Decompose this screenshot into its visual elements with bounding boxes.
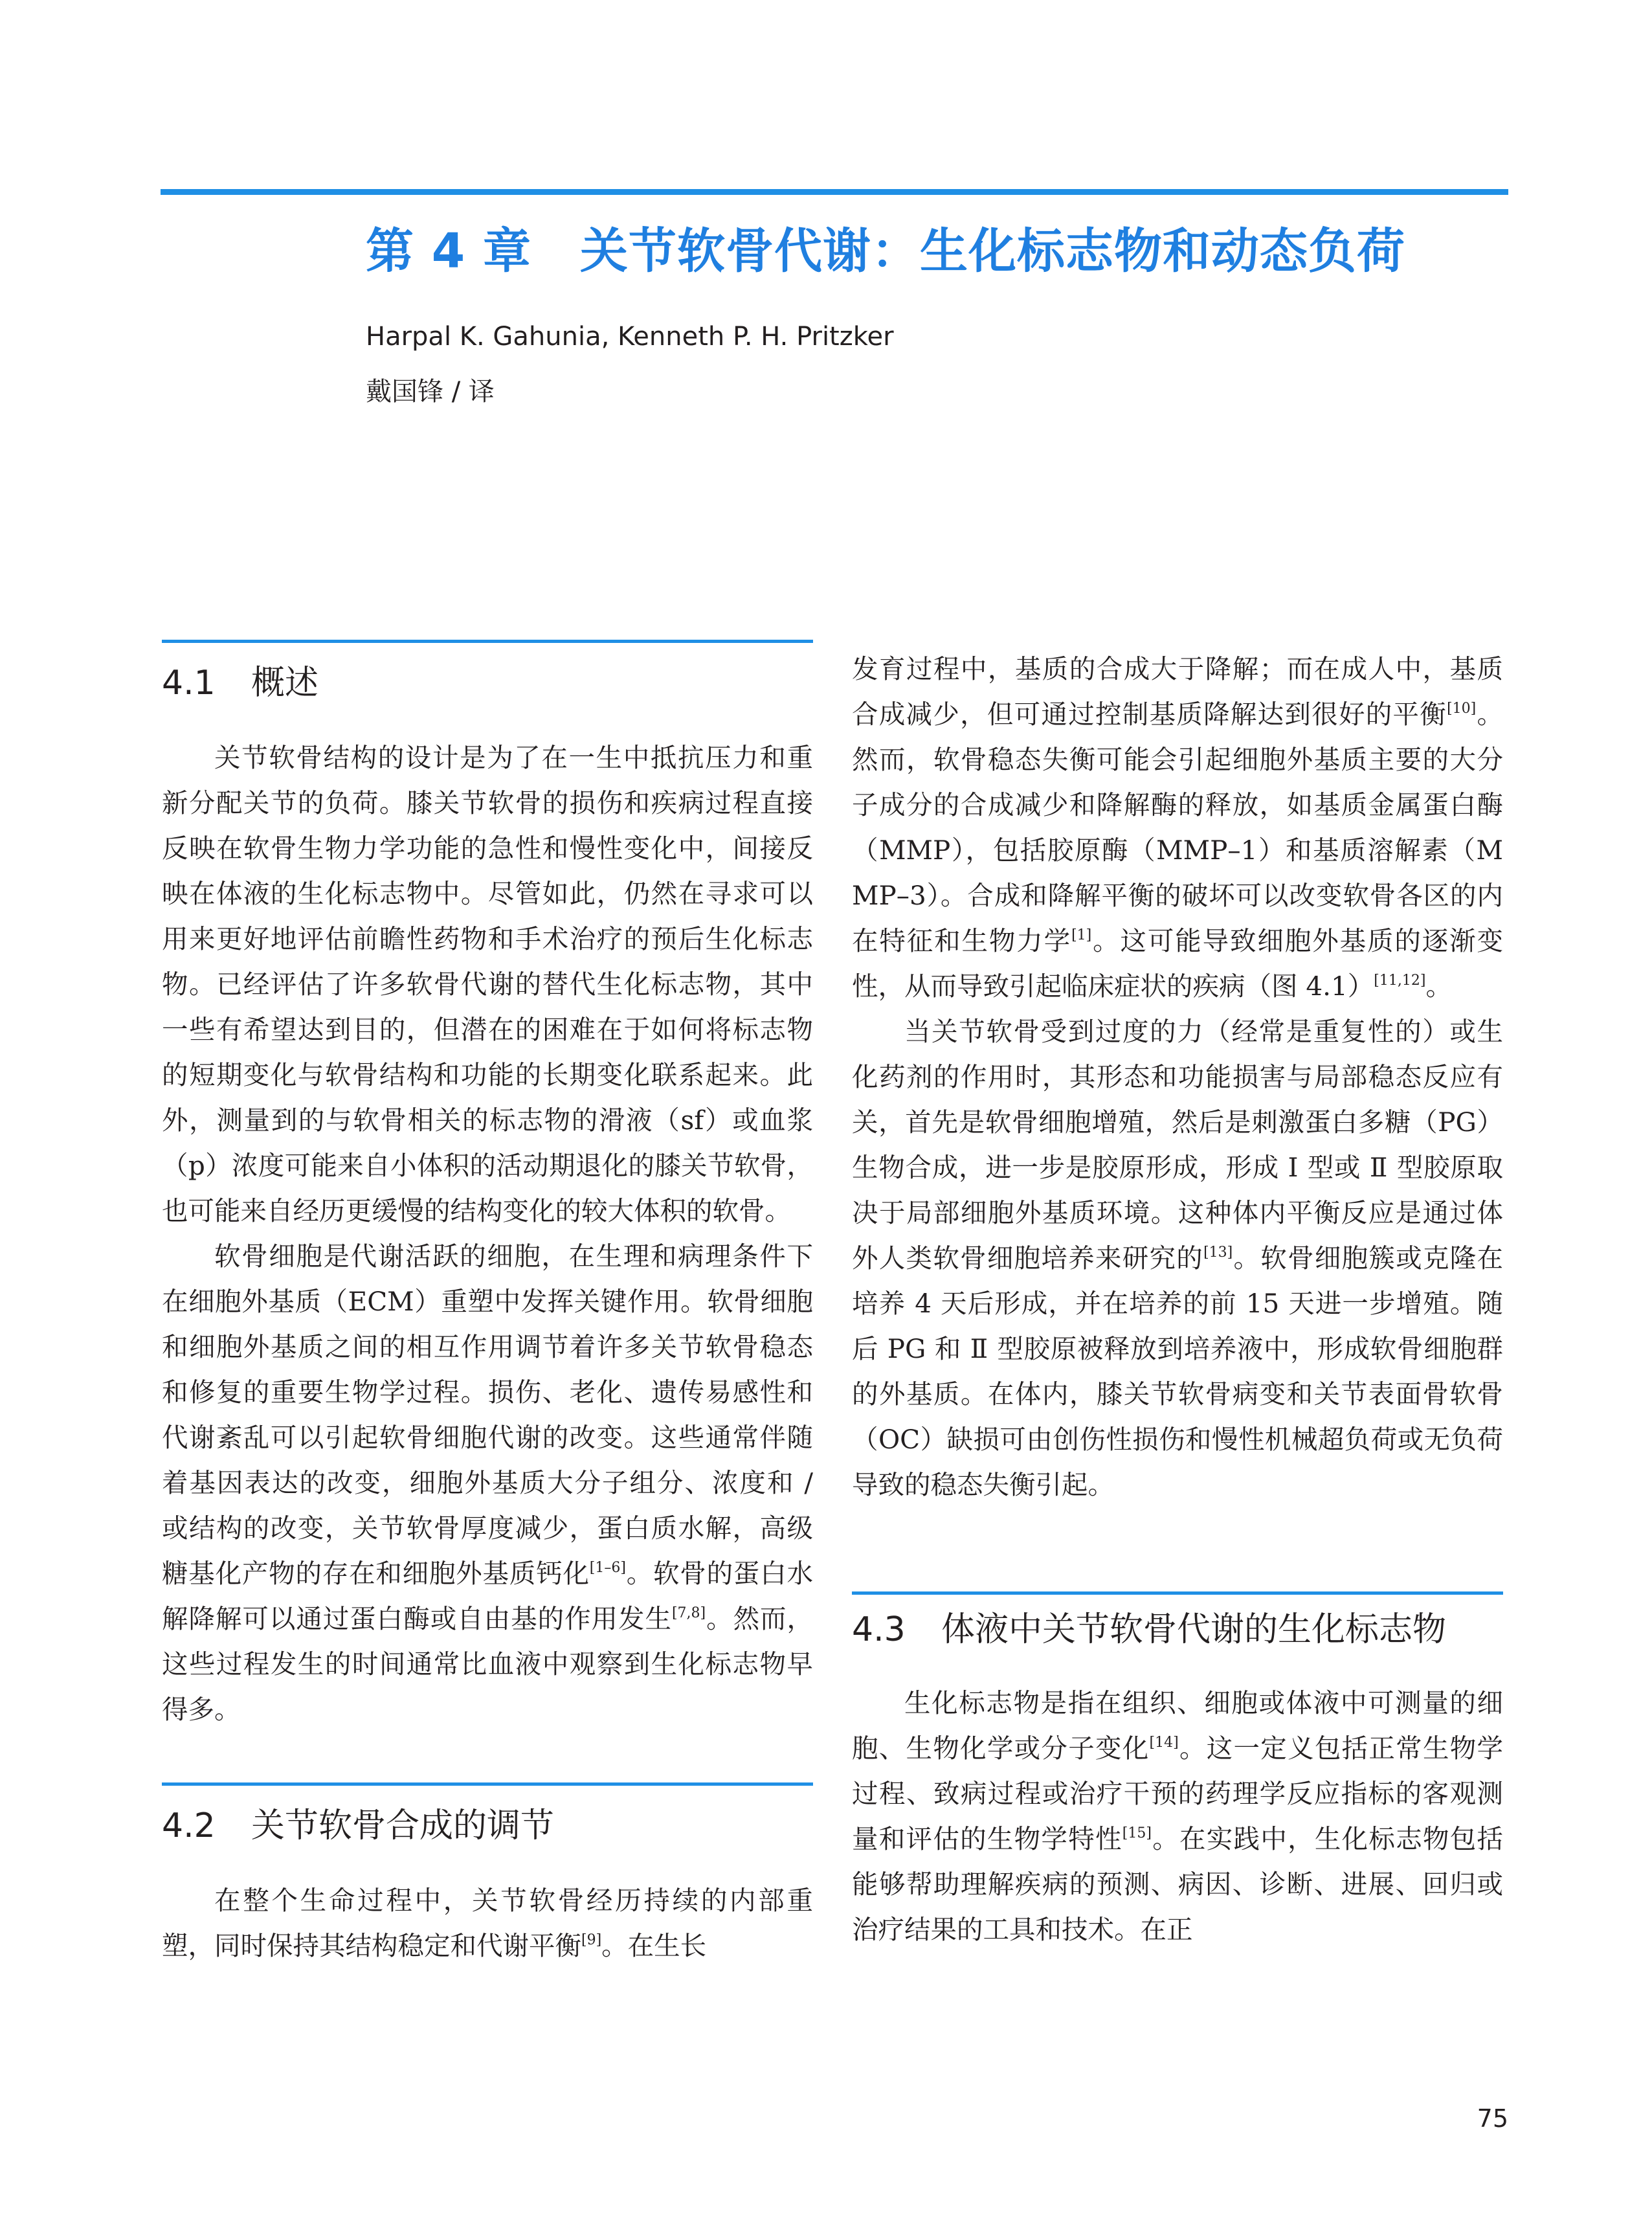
paragraph: 关节软骨结构的设计是为了在一生中抵抗压力和重新分配关节的负荷。膝关节软骨的损伤和疾病过程直接反映在软骨生物力学功能的急性和慢性变化中，间接反映在体液的生化标志物中。尽管如此，仍然在寻求可以用来更好地评估前瞻性药物和手术治疗的预后生化标志物。已经评估了许多软骨代谢的替代生化标志物，其中一些有希望达到目的，但潜在的困难在于如何将标志物的短期变化与软骨结构和功能的长期变化联系起来。此外，测量到的与软骨相关的标志物的滑液（sf）或血浆（p）浓度可能来自小体积的活动期退化的膝关节软骨，也可能来自经历更缓慢的结构变化的较大体积的软骨。: [162, 742, 813, 1226]
section-4-3-heading: [852, 1604, 1503, 1656]
section-4-3-rule: [852, 1591, 1503, 1595]
right-column: [852, 646, 1503, 1952]
paragraph: 软骨细胞是代谢活跃的细胞，在生理和病理条件下在细胞外基质（ECM）重塑中发挥关键作用。软骨细胞和细胞外基质之间的相互作用调节着许多关节软骨稳态和修复的重要生物学过程。损伤、老化、遗传易感性和代谢紊乱可以引起软骨细胞代谢的改变。这些通常伴随着基因表达的改变，细胞外基质大分子组分、浓度和 / 或结构的改变，关节软骨厚度减少，蛋白质水解，高级糖基化产物的存在和细胞外基质钙化[1–6]。软骨的蛋白水解降解可以通过蛋白酶或自由基的作用发生[7,8]。然而，这些过程发生的时间通常比血液中观察到生化标志物早得多。: [162, 1241, 814, 1725]
paragraph: 在整个生命过程中，关节软骨经历持续的内部重塑，同时保持其结构稳定和代谢平衡[9]。在生长: [162, 1885, 813, 1961]
section-title: 体液中关节软骨代谢的生化标志物: [941, 1610, 1447, 1649]
citation: [11,12]: [1374, 972, 1426, 989]
citation: [13]: [1203, 1244, 1233, 1261]
chapter-title: 第 4 章 关节软骨代谢：生化标志物和动态负荷: [366, 223, 1406, 279]
left-column: [162, 640, 813, 1968]
section-number: 4.2: [162, 1806, 216, 1845]
paragraph: 当关节软骨受到过度的力（经常是重复性的）或生化药剂的作用时，其形态和功能损害与局部稳态反应有关，首先是软骨细胞增殖，然后是刺激蛋白多糖（PG）生物合成，进一步是胶原形成，形成 Ⅰ 型或 Ⅱ 型胶原取决于局部细胞外基质环境。这种体内平衡反应是通过体外人类软骨细胞培养来研究的[13]。软骨细胞簇或克隆在培养 4 天后形成，并在培养的前 15 天进一步增殖。随后 PG 和 Ⅱ 型胶原被释放到培养液中，形成软骨细胞群的外基质。在体内，膝关节软骨病变和关节表面骨软骨（OC）缺损可由创伤性损伤和慢性机械超负荷或无负荷导致的稳态失衡引起。: [852, 1016, 1504, 1500]
citation: [1]: [1071, 927, 1092, 943]
section-4-2-heading: [162, 1800, 813, 1852]
citation: [9]: [581, 1932, 602, 1948]
citation: [15]: [1122, 1825, 1152, 1841]
chapter-top-rule: [161, 189, 1508, 195]
section-4-2-rule: [162, 1782, 813, 1786]
section-title: 关节软骨合成的调节: [251, 1806, 555, 1845]
citation: [7,8]: [671, 1605, 706, 1621]
citation: [10]: [1447, 701, 1477, 717]
paragraph-continued: 发育过程中，基质的合成大于降解；而在成人中，基质合成减少，但可通过控制基质降解达到很好的平衡[10]。然而，软骨稳态失衡可能会引起细胞外基质主要的大分子成分的合成减少和降解酶的释放，如基质金属蛋白酶（MMP），包括胶原酶（MMP–1）和基质溶解素（MMP–3）。合成和降解平衡的破坏可以改变软骨各区的内在特征和生物力学[1]。这可能导致细胞外基质的逐渐变性，从而导致引起临床症状的疾病（图 4.1）[11,12]。: [852, 653, 1504, 1002]
section-title: 概述: [251, 664, 319, 703]
section-number: 4.1: [162, 664, 216, 703]
section-number: 4.3: [852, 1610, 906, 1649]
page-number: 75: [1477, 2104, 1508, 2133]
section-4-1-heading: [162, 657, 813, 709]
citation: [1–6]: [589, 1560, 626, 1576]
chapter-translator: 戴国锋 / 译: [366, 377, 495, 407]
citation: [14]: [1149, 1735, 1179, 1751]
paragraph: 生化标志物是指在组织、细胞或体液中可测量的细胞、生物化学或分子变化[14]。这一定义包括正常生物学过程、致病过程或治疗干预的药理学反应指标的客观测量和评估的生物学特性[15]。在实践中，生化标志物包括能够帮助理解疾病的预测、病因、诊断、进展、回归或治疗结果的工具和技术。在正: [852, 1687, 1504, 1945]
section-4-1-rule: [162, 640, 813, 643]
chapter-authors: Harpal K. Gahunia, Kenneth P. H. Pritzker: [366, 322, 894, 352]
